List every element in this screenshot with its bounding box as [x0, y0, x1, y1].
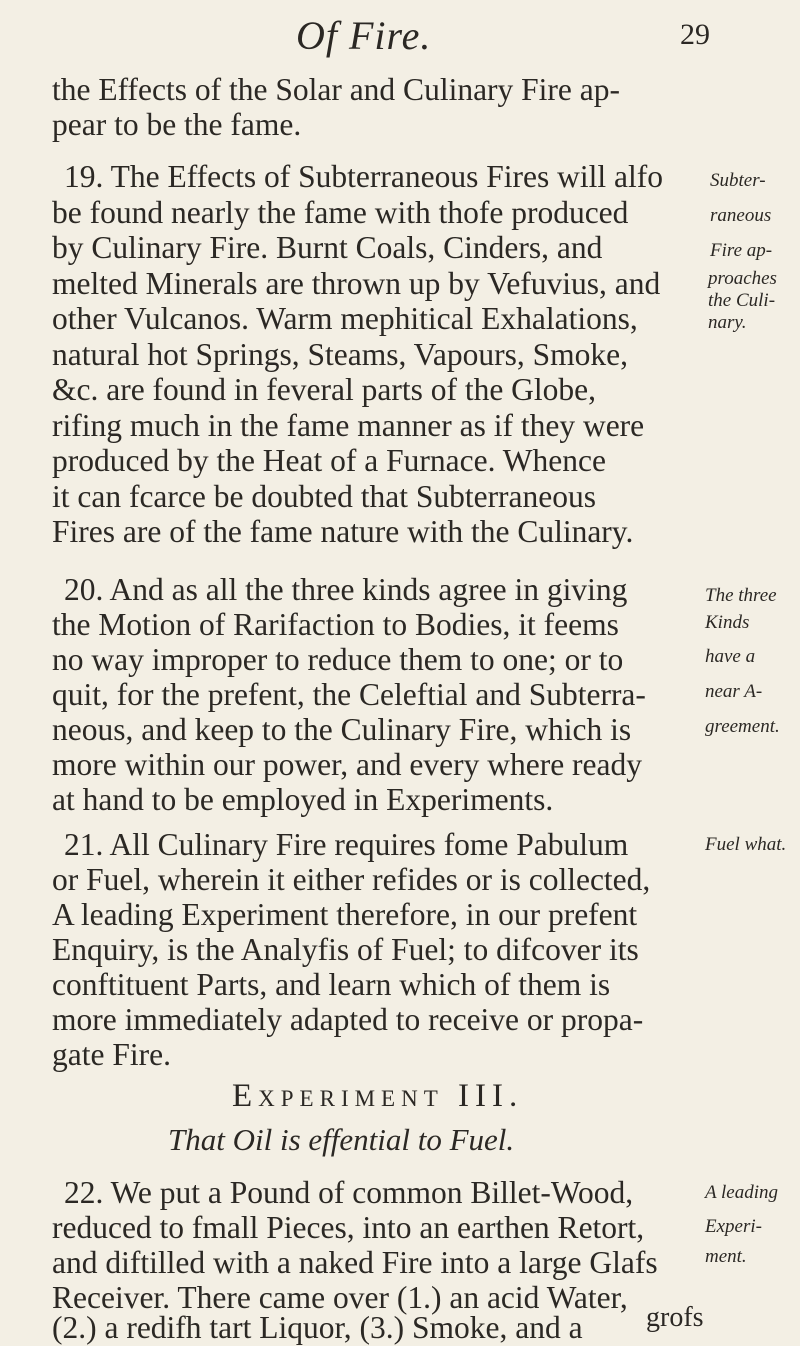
text-line: melted Minerals are thrown up by Vefuvius, and [52, 266, 661, 301]
text-line: quit, for the prefent, the Celeftial and Subterra- [52, 677, 646, 712]
text-line: more immediately adapted to receive or propa- [52, 1002, 644, 1037]
text-line: by Culinary Fire. Burnt Coals, Cinders, and [52, 230, 603, 265]
margin-note: nary. [708, 312, 747, 333]
text-line: 21. All Culinary Fire requires fome Pabulum [64, 827, 629, 862]
running-head: Of Fire. [296, 13, 432, 58]
text-line: gate Fire. [52, 1037, 171, 1072]
text-line: Enquiry, is the Analyfis of Fuel; to difcover its [52, 932, 639, 967]
text-line: or Fuel, wherein it either refides or is collected, [52, 862, 651, 897]
margin-note: proaches [708, 268, 777, 289]
margin-note: Fuel what. [705, 834, 787, 855]
margin-note: ment. [705, 1246, 747, 1267]
text-line: 20. And as all the three kinds agree in giving [64, 572, 628, 607]
margin-note: raneous [710, 205, 772, 226]
text-line: (2.) a redifh tart Liquor, (3.) Smoke, and a [52, 1310, 583, 1345]
experiment-subheading: That Oil is effential to Fuel. [168, 1122, 515, 1157]
text-line: natural hot Springs, Steams, Vapours, Smoke, [52, 337, 629, 372]
text-line: reduced to fmall Pieces, into an earthen Retort, [52, 1210, 645, 1245]
margin-note: have a [705, 646, 756, 667]
text-line: produced by the Heat of a Furnace. Whence [52, 443, 606, 478]
text-line: Receiver. There came over (1.) an acid Water, [52, 1280, 628, 1315]
text-line: more within our power, and every where ready [52, 747, 643, 782]
text-line: and diftilled with a naked Fire into a large Glafs [52, 1245, 658, 1280]
text-line: the Motion of Rarifaction to Bodies, it feems [52, 607, 619, 642]
text-line: the Effects of the Solar and Culinary Fire ap- [52, 72, 620, 107]
text-line: 19. The Effects of Subterraneous Fires will alfo [64, 159, 663, 194]
text-line: it can fcarce be doubted that Subterraneous [52, 479, 597, 514]
margin-note: Experi- [705, 1216, 762, 1237]
text-line: be found nearly the fame with thofe produced [52, 195, 629, 230]
catchword: grofs [646, 1302, 704, 1333]
text-line: rifing much in the fame manner as if they were [52, 408, 645, 443]
text-line: 22. We put a Pound of common Billet-Wood, [64, 1175, 634, 1210]
text-line: &c. are found in feveral parts of the Globe, [52, 372, 597, 407]
margin-note: Fire ap- [710, 240, 773, 261]
margin-note: Subter- [710, 170, 766, 191]
text-line: other Vulcanos. Warm mephitical Exhalations, [52, 301, 638, 336]
text-line: no way improper to reduce them to one; or to [52, 642, 624, 677]
page-number: 29 [680, 18, 710, 51]
margin-note: The three [705, 585, 777, 606]
margin-note: near A- [705, 681, 763, 702]
experiment-heading: Experiment III. [232, 1078, 524, 1114]
text-line: at hand to be employed in Experiments. [52, 782, 554, 817]
margin-note: greement. [705, 716, 780, 737]
text-line: pear to be the fame. [52, 107, 302, 142]
text-line: conftituent Parts, and learn which of them is [52, 967, 611, 1002]
text-line: neous, and keep to the Culinary Fire, which is [52, 712, 632, 747]
text-line: A leading Experiment therefore, in our prefent [52, 897, 638, 932]
text-line: Fires are of the fame nature with the Culinary. [52, 514, 634, 549]
margin-note: the Culi- [708, 290, 776, 311]
margin-note: Kinds [705, 612, 750, 633]
margin-note: A leading [705, 1182, 779, 1203]
